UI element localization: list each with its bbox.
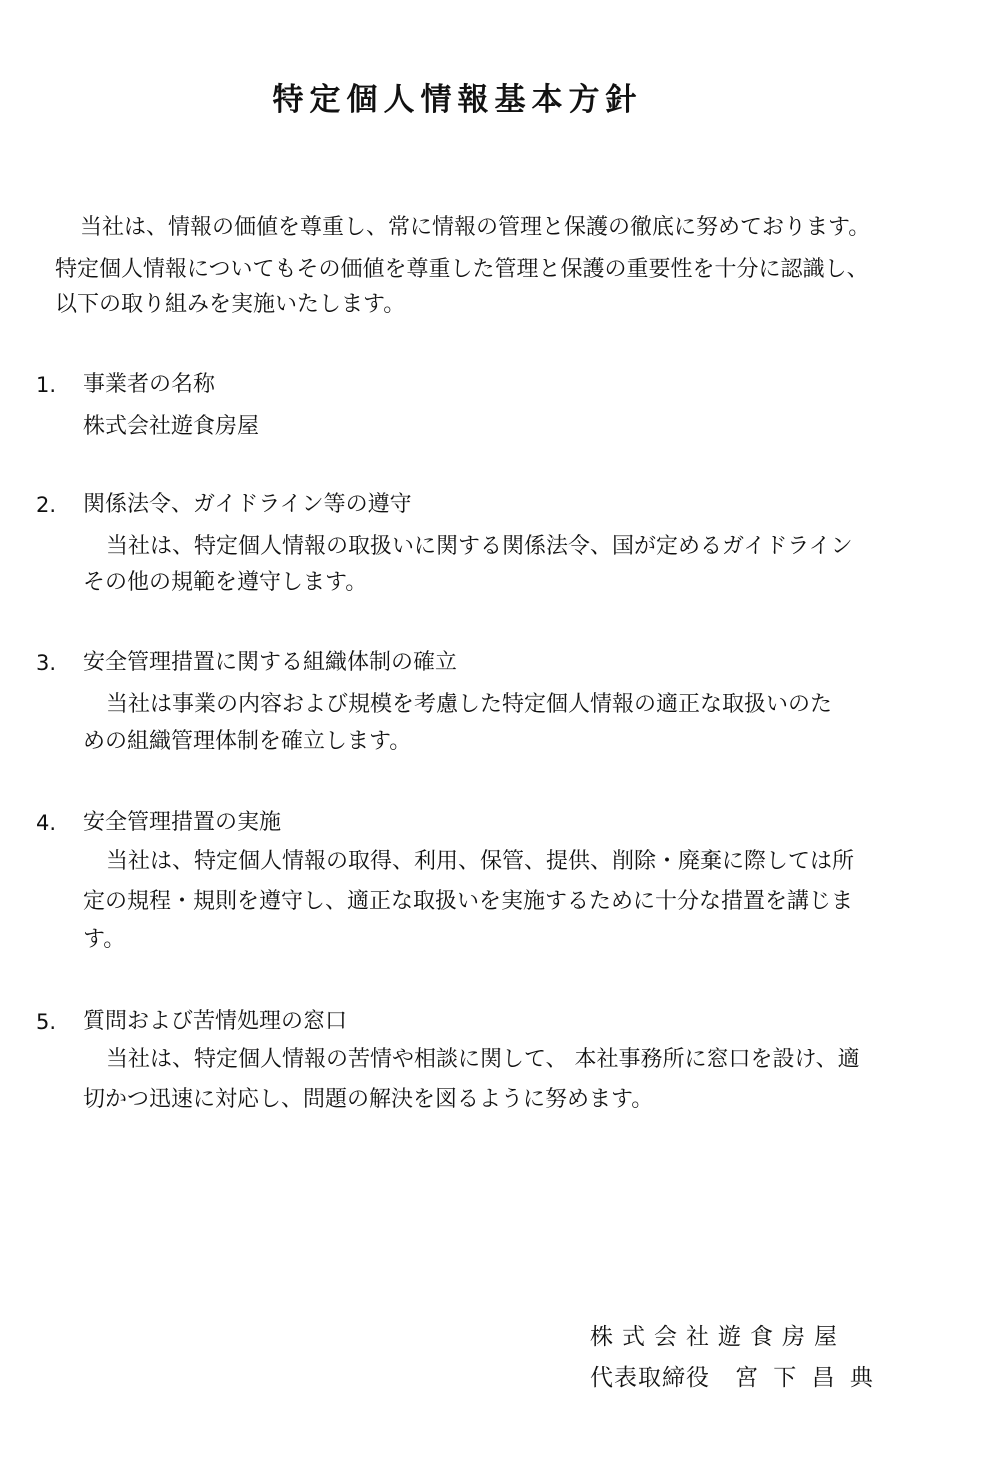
section-body-line: 切かつ迅速に対応し、問題の解決を図るように努めます。 — [83, 1087, 654, 1112]
signature-company: 株式会社遊食房屋 — [590, 1324, 846, 1350]
section-body-line: 株式会社遊食房屋 — [83, 414, 260, 439]
section-body-line: 当社は事業の内容および規模を考慮した特定個人情報の適正な取扱いのた — [106, 692, 833, 717]
section-body-line: 定の規程・規則を遵守し、適正な取扱いを実施するために十分な措置を講じま — [83, 889, 854, 914]
section-body-line: その他の規範を遵守します。 — [83, 570, 368, 595]
section-heading: 安全管理措置に関する組織体制の確立 — [83, 650, 458, 675]
section-heading: 質問および苦情処理の窓口 — [83, 1009, 348, 1034]
section-body-line: めの組織管理体制を確立します。 — [83, 729, 412, 754]
section-body-line: 当社は、特定個人情報の苦情や相談に関して、 本社事務所に窓口を設け、適 — [106, 1047, 860, 1072]
section-body-line: 当社は、特定個人情報の取扱いに関する関係法令、国が定めるガイドライン — [106, 534, 853, 559]
section-number: 3. — [36, 651, 57, 675]
section-heading: 安全管理措置の実施 — [83, 810, 282, 835]
intro-line: 特定個人情報についてもその価値を尊重した管理と保護の重要性を十分に認識し、 — [55, 257, 869, 282]
section-number: 4. — [36, 811, 57, 835]
intro-line: 当社は、情報の価値を尊重し、常に情報の管理と保護の徹底に努めております。 — [80, 215, 871, 240]
section-number: 2. — [36, 493, 57, 517]
section-heading: 関係法令、ガイドライン等の遵守 — [83, 492, 412, 517]
section-body-line: す。 — [83, 927, 126, 952]
signature-title: 代表取締役 — [590, 1365, 710, 1391]
section-heading: 事業者の名称 — [83, 372, 216, 397]
section-number: 5. — [36, 1010, 57, 1034]
intro-line: 以下の取り組みを実施いたします。 — [55, 292, 406, 317]
signature-name: 宮 下 昌 典 — [735, 1365, 877, 1391]
section-number: 1. — [36, 373, 57, 397]
section-body-line: 当社は、特定個人情報の取得、利用、保管、提供、削除・廃棄に際しては所 — [106, 849, 855, 874]
document-title: 特定個人情報基本方針 — [272, 82, 643, 118]
